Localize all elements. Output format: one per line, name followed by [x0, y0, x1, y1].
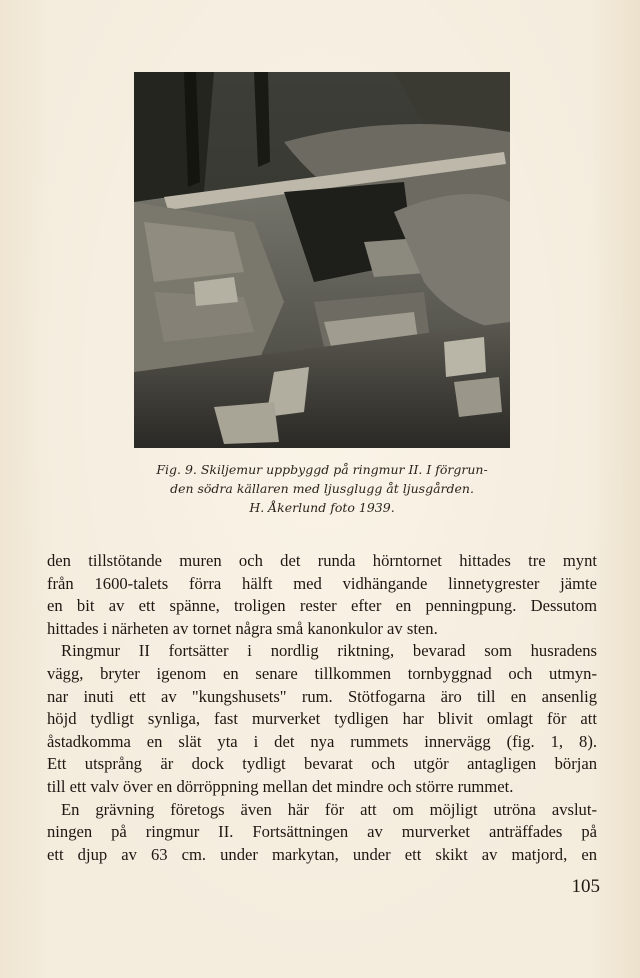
text-line: ett djup av 63 cm. under markytan, under ett skikt av matjord, en	[47, 844, 597, 864]
text-line: En grävning företogs även här för att om möjligt utröna avslut-	[61, 799, 597, 819]
text-line: åstadkomma en slät yta i det nya rummets innervägg (fig. 1, 8).	[47, 731, 597, 751]
text-line: från 1600-talets förra hälft med vidhängande linnetygrester jämte	[47, 573, 597, 593]
text-line: ningen på ringmur II. Fortsättningen av murverket anträffades på	[47, 822, 597, 842]
figure-caption	[100, 460, 544, 517]
text-line: Ett utsprång är dock tydligt bevarat och utgör antagligen början	[47, 754, 597, 774]
page-number: 105	[571, 876, 600, 897]
excavation-photograph	[134, 72, 510, 448]
text-line: nar inuti ett av "kungshusets" rum. Stötfogarna äro till en ansenlig	[47, 686, 597, 706]
caption-line: Fig. 9. Skiljemur uppbyggd på ringmur II. I förgrun-	[156, 462, 488, 477]
caption-line: H. Åkerlund foto 1939.	[249, 500, 395, 515]
photo-illustration	[134, 72, 510, 448]
text-line: en bit av ett spänne, troligen rester efter en penningpung. Dessutom	[47, 596, 597, 616]
text-line: Ringmur II fortsätter i nordlig riktning, bevarad som husradens	[61, 641, 597, 661]
text-line: den tillstötande muren och det runda hörntornet hittades tre mynt	[47, 551, 597, 570]
caption-line: den södra källaren med ljusglugg åt ljusgården.	[170, 481, 474, 496]
text-line: till ett valv över en dörröppning mellan det mindre och större rummet.	[47, 776, 514, 796]
text-line: hittades i närheten av tornet några små kanonkulor av sten.	[47, 618, 438, 638]
text-line: vägg, bryter igenom en senare tillkommen tornbyggnad och utmyn-	[47, 663, 597, 683]
text-line: höjd tydligt synliga, fast murverket tydligen har blivit omlagt för att	[47, 709, 597, 729]
body-text	[47, 550, 597, 866]
